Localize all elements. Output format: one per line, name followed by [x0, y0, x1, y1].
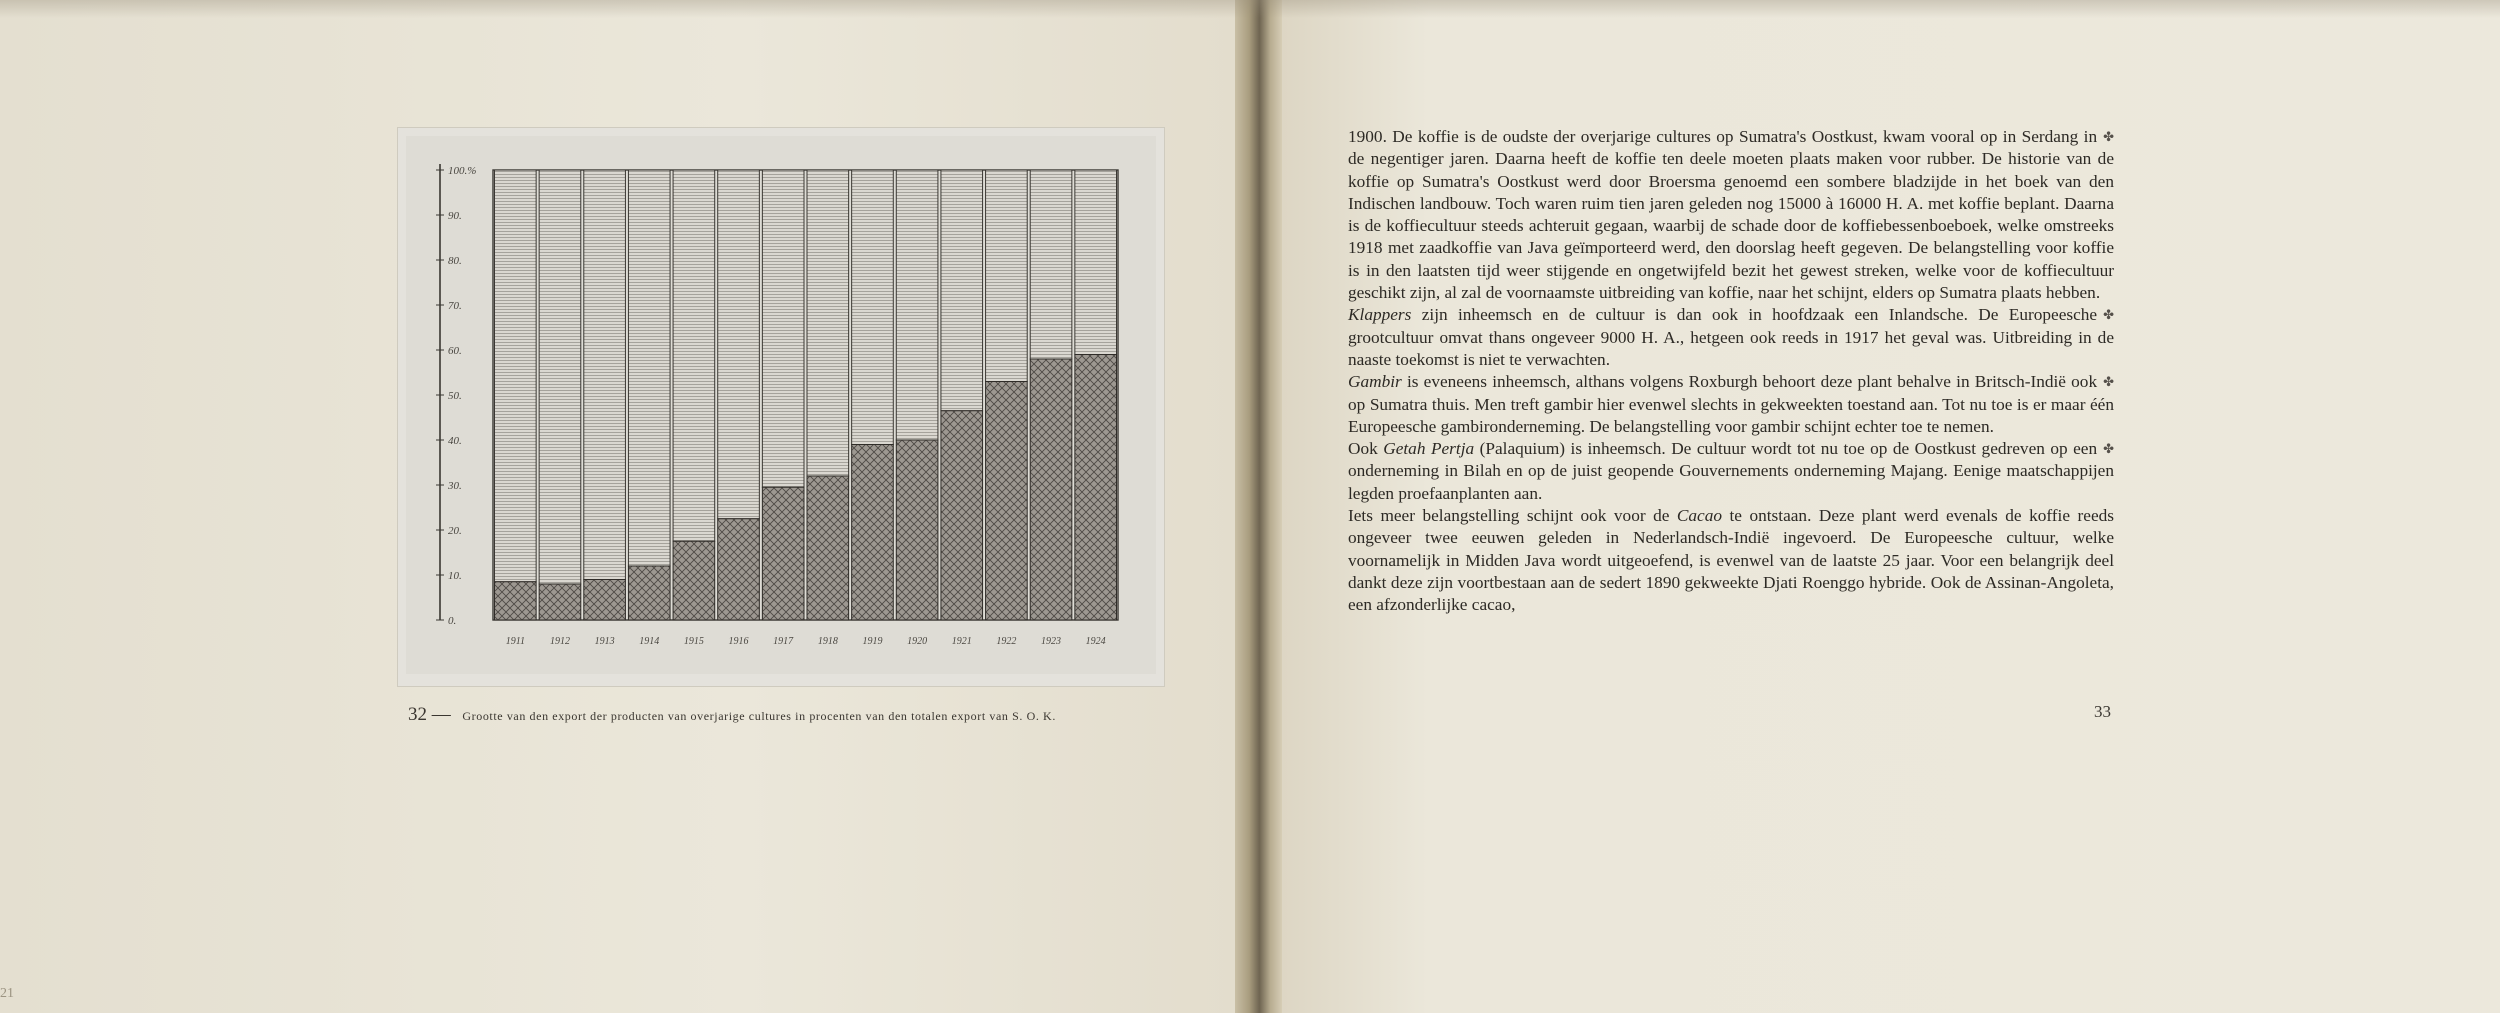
book-gutter: [1235, 0, 1282, 1013]
italic-term: Gambir: [1348, 372, 1402, 392]
paragraph-1: ✤ 1900. De koffie is de oudste der overjarige cultures op Sumatra's Oostkust, kwam vooral op in Serdang in de negentiger jaren. Daarna heeft de koffie ten deele moeten plaats maken voor rubber. De historie van de koffie op Sumatra's Oostkust werd door Broersma genoemd een sombere bladzijde in het boek van den Indischen landbouw. Toch waren ruim tien jaren geleden nog 15000 à 16000 H. A. met koffie beplant. Daarna is de koffiecultuur steeds achteruit gegaan, waarbij de schade door de koffiebessenboeboek, welke omstreeks 1918 met zaadkoffie van Java geïmporteerd werd, den doorslag heeft gegeven. De belangstelling voor koffie is in den laatsten tijd weer stijgende en ongetwijfeld bezit het gewest streken, welke voor de koffiecultuur geschikt zijn, al zal de voornaamste uitbreiding van koffie, naar het schijnt, elders op Sumatra plaats hebben.: [1348, 127, 2114, 303]
bar: [718, 519, 760, 620]
italic-term: Cacao: [1676, 506, 1723, 526]
paragraph-5: Iets meer belangstelling schijnt ook voor de Cacao te ontstaan. Deze plant werd evenals de koffie reeds ongeveer twee eeuwen geleden in Nederlandsch-Indië ingevoerd. De Europeesche cultuur, welke voornamelijk in Midden Java wordt uitgeoefend, is evenwel van de laatste 25 jaar. Voor een belangrijk deel dankt deze zijn voortbestaan aan de sedert 1890 gekweekte Djati Roenggo hybride. Ook de Assinan-Angoleta, een afzonderlijke cacao,: [1348, 506, 2114, 615]
bar: [495, 582, 537, 620]
paragraph-2: ✤ Klappers zijn inheemsch en de cultuur is dan ook in hoofdzaak een Inlandsche. De Europeesche grootcultuur omvat thans ongeveer 9000 H. A., hetgeen ook reeds in 1917 het geval was. Uitbreiding in de naaste toekomst is niet te verwachten.: [1348, 305, 2114, 369]
bar-remainder: [628, 170, 670, 566]
bar: [852, 445, 894, 621]
bar-remainder: [495, 170, 537, 582]
figure-caption: [408, 704, 1168, 726]
y-tick-label: 80.: [448, 255, 462, 267]
bar-remainder: [896, 170, 938, 440]
bar-remainder: [807, 170, 849, 476]
chart-photograph: [398, 128, 1164, 686]
right-page-number: 33: [2094, 702, 2111, 721]
left-page-number: 32 —: [408, 704, 451, 725]
x-tick-label: 1917: [773, 636, 794, 647]
x-tick-label: 1919: [862, 636, 883, 647]
x-tick-label: 1911: [505, 636, 525, 647]
bar: [941, 411, 983, 620]
bar: [1075, 355, 1117, 621]
section-end-ornament: ✤: [2103, 307, 2114, 323]
x-tick-label: 1914: [639, 636, 660, 647]
bar-remainder: [1075, 170, 1117, 355]
x-tick-label: 1923: [1041, 636, 1062, 647]
y-tick-label: 60.: [448, 345, 462, 357]
x-tick-label: 1913: [594, 636, 615, 647]
y-tick-label: 30.: [448, 480, 462, 492]
bar-remainder: [986, 170, 1028, 382]
y-tick-label: 70.: [448, 300, 462, 312]
bar-remainder: [941, 170, 983, 411]
bar: [762, 487, 804, 620]
bar-remainder: [673, 170, 715, 541]
section-end-ornament: ✤: [2103, 374, 2114, 390]
bar: [1030, 359, 1072, 620]
bar-remainder: [718, 170, 760, 519]
paragraph-4: ✤ Ook Getah Pertja (Palaquium) is inheemsch. De cultuur wordt tot nu toe op de Oostkust gedreven op een onderneming in Bilah en op de juist geopende Gouvernements onderneming Majang. Eenige maatschappijen legden proefaanplanten aan.: [1348, 439, 2114, 503]
y-tick-label: 20.: [448, 525, 462, 537]
x-tick-label: 1921: [951, 636, 972, 647]
bar: [673, 541, 715, 620]
page-top-shadow: [0, 0, 2500, 18]
margin-mark: 21: [0, 986, 14, 1001]
bar-remainder: [762, 170, 804, 487]
body-text: [1348, 126, 2114, 617]
x-tick-label: 1920: [907, 636, 928, 647]
y-tick-label: 0.: [448, 615, 457, 627]
bar-chart: [398, 128, 1164, 686]
bar-remainder: [1030, 170, 1072, 359]
section-end-ornament: ✤: [2103, 441, 2114, 457]
y-tick-label: 100.%: [448, 165, 477, 177]
bar-remainder: [539, 170, 581, 584]
bar-remainder: [584, 170, 626, 580]
x-tick-label: 1918: [817, 636, 838, 647]
x-tick-label: 1916: [728, 636, 749, 647]
y-tick-label: 40.: [448, 435, 462, 447]
x-tick-label: 1924: [1085, 636, 1106, 647]
italic-term: Getah Pertja: [1383, 439, 1475, 459]
section-end-ornament: ✤: [2103, 129, 2114, 144]
paragraph-3: ✤ Gambir is eveneens inheemsch, althans volgens Roxburgh behoort deze plant behalve in Britsch-Indië ook op Sumatra thuis. Men treft gambir hier evenwel slechts in gekweekten toestand aan. Tot nu toe is er maar één Europeesche gambironderneming. De belangstelling voor gambir schijnt echter toe te nemen.: [1348, 372, 2114, 436]
y-tick-label: 50.: [448, 390, 462, 402]
x-tick-label: 1912: [549, 636, 570, 647]
bar: [628, 566, 670, 620]
italic-term: Klappers: [1348, 305, 1412, 325]
y-tick-label: 90.: [448, 210, 462, 222]
bar-remainder: [852, 170, 894, 445]
bar: [896, 440, 938, 620]
x-tick-label: 1915: [683, 636, 704, 647]
x-tick-label: 1922: [996, 636, 1017, 647]
y-tick-label: 10.: [448, 570, 462, 582]
bar: [986, 382, 1028, 621]
caption-text: Grootte van den export der producten van overjarige cultures in procenten van den totalen export van S. O. K.: [462, 709, 1056, 723]
bar: [807, 476, 849, 620]
bar: [539, 584, 581, 620]
bar: [584, 580, 626, 621]
